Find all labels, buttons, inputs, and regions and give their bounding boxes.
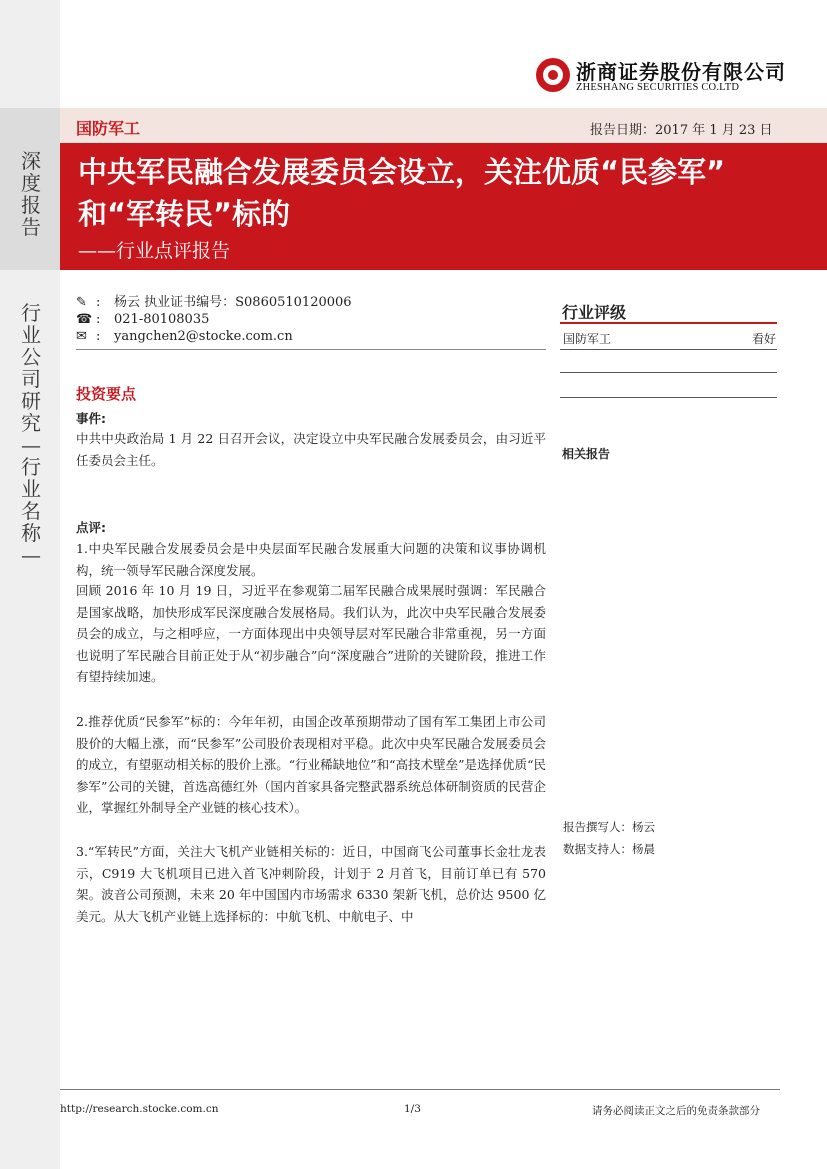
comment-heading: 点评: [76,520,106,535]
author-phone: 021-80108035 [114,312,210,327]
sector-label: 国防军工 [76,119,141,138]
author-phone-row: ☎ : 021-80108035 [76,312,210,327]
brand-logo-icon [536,58,570,92]
report-writer: 报告撰写人：杨云 [563,820,655,834]
footer-rule [60,1089,780,1090]
paragraph-1: 1.中央军民融合发展委员会是中央层面军民融合发展重大问题的决策和议事协调机构，统一领导军民融合深度发展。 [76,541,546,578]
paragraph-4: 3.“军转民”方面，关注大飞机产业链相关标的：近日，中国商飞公司董事长金壮龙表示，C919 大飞机项目已进入首飞冲刺阶段，计划于 2 月首飞，目前订单已有 570 架。波音公司预测，未来 20 年中国国内市场需求 6330 架新飞机，总价达 9500 亿美元。从大飞机产业链上选择标的：中航飞机、中航电子、中 [76,844,546,924]
data-support: 数据支持人：杨晨 [563,842,655,856]
brand-name-en: ZHESHANG SECURITIES CO.LTD [576,82,740,93]
mail-icon: ✉ [76,329,87,344]
footer-disclaimer: 请务必阅读正文之后的免责条款部分 [592,1105,760,1117]
author-divider [76,349,546,350]
page-number: 1/3 [404,1103,421,1115]
event-paragraph: 中共中央政治局 1 月 22 日召开会议，决定设立中央军民融合发展委员会，由习近平任委员会主任。 [76,431,546,468]
rating-divider [560,372,777,373]
rating-rule [560,322,777,324]
author-email[interactable]: yangchen2@stocke.com.cn [114,329,293,344]
report-title-line1: 中央军民融合发展委员会设立，关注优质“民参军” [78,155,726,189]
rating-value: 看好 [752,332,777,346]
pen-icon: ✎ [76,295,87,310]
brand-name-cn: 浙商证券股份有限公司 [576,60,786,84]
author-name: 杨云 执业证书编号：S0860510120006 [114,295,352,310]
author-name-row: ✎ : 杨云 执业证书编号：S0860510120006 [76,295,352,310]
side-label-top: 深度报告 [21,149,41,239]
section-title: 投资要点 [76,385,137,403]
phone-icon: ☎ [76,312,93,327]
event-heading: 事件: [76,411,106,426]
side-label-bottom: 行业公司研究—行业名称— [21,301,41,567]
report-title-line2: 和“军转民”标的 [78,197,291,231]
author-email-row: ✉ : yangchen2@stocke.com.cn [76,329,293,344]
rating-divider [560,349,777,350]
rating-divider [560,397,777,398]
rating-title: 行业评级 [562,303,627,322]
report-date: 报告日期：2017 年 1 月 23 日 [590,123,773,138]
footer-url[interactable]: http://research.stocke.com.cn [60,1103,219,1115]
rating-sector: 国防军工 [563,332,612,346]
report-subtitle: ——行业点评报告 [78,240,231,262]
related-reports-title: 相关报告 [562,447,611,461]
paragraph-3: 2.推荐优质“民参军”标的：今年年初，由国企改革预期带动了国有军工集团上市公司股价的大幅上涨，而“民参军”公司股价表现相对平稳。此次中央军民融合发展委员会的成立，有望驱动相关标的股价上涨。“行业稀缺地位”和“高技术壁垒”是选择优质“民参军”公司的关键，首选高德红外（国内首家具备完整武器系统总体研制资质的民营企业，掌握红外制导全产业链的核心技术）。 [76,714,546,815]
paragraph-2: 回顾 2016 年 10 月 19 日，习近平在参观第二届军民融合成果展时强调：军民融合是国家战略，加快形成军民深度融合发展格局。我们认为，此次中央军民融合发展委员会的成立，与之相呼应，一方面体现出中央领导层对军民融合非常重视，另一方面也说明了军民融合目前正处于从“初步融合”向“深度融合”进阶的关键阶段，推进工作有望持续加速。 [76,583,546,684]
